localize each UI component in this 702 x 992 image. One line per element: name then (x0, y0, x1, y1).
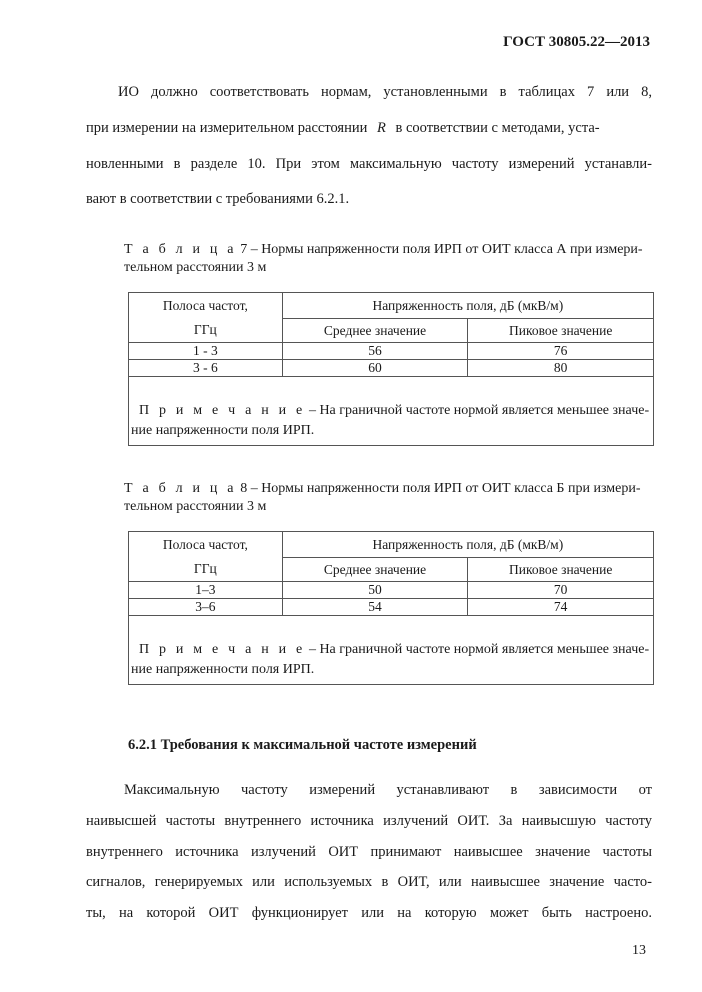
note-prefix: П р и м е ч а н и е (139, 642, 306, 657)
cell-peak: 74 (468, 599, 654, 616)
table-row (129, 343, 654, 360)
paragraph-line: Максимальную частоту измерений устанавливают в зависимости от (124, 782, 652, 798)
paragraph-text: в соответствии с методами, уста- (395, 120, 600, 136)
cell-average: 56 (282, 343, 468, 360)
header-band (129, 532, 283, 582)
caption-text: 8 – Нормы напряженности поля ИРП от ОИТ класса Б при измери- (240, 481, 641, 496)
table-note (129, 616, 654, 685)
section-heading: 6.2.1 Требования к максимальной частоте измерений (128, 737, 477, 753)
header-band-line1: Полоса частот, (162, 297, 248, 313)
caption-prefix: Т а б л и ц а (124, 481, 237, 496)
note-prefix: П р и м е ч а н и е (139, 403, 306, 418)
cell-peak: 80 (468, 360, 654, 377)
note-text: – На граничной частоте нормой является меньшее значе- (308, 403, 650, 418)
note-line1 (131, 401, 651, 421)
document-header: ГОСТ 30805.22—2013 (503, 34, 650, 50)
cell-band: 1–3 (129, 582, 283, 599)
header-band-line2: ГГц (193, 560, 217, 576)
header-strength: Напряженность поля, дБ (мкВ/м) (282, 293, 653, 319)
header-peak: Пиковое значение (468, 319, 654, 343)
header-average: Среднее значение (282, 558, 468, 582)
cell-average: 54 (282, 599, 468, 616)
distance-symbol: R (377, 120, 386, 136)
caption-text: 7 – Нормы напряженности поля ИРП от ОИТ класса А при измери- (240, 242, 643, 257)
table8-caption-line2: тельном расстоянии 3 м (124, 499, 267, 514)
caption-prefix: Т а б л и ц а (124, 242, 237, 257)
header-band-line1: Полоса частот, (162, 536, 248, 552)
paragraph-line: наивысшей частоты внутреннего источника излучений ОИТ. За наивысшую частоту (86, 813, 652, 829)
paragraph-line: внутреннего источника излучений ОИТ принимают наивысшее значение частоты (86, 844, 652, 860)
paragraph-line: сигналов, генерируемых или используемых в ОИТ, или наивысшее значение часто- (86, 874, 652, 890)
cell-peak: 76 (468, 343, 654, 360)
note-line1 (131, 640, 651, 660)
note-text: – На граничной частоте нормой является меньшее значе- (308, 642, 650, 657)
page-number: 13 (632, 943, 646, 958)
cell-average: 60 (282, 360, 468, 377)
paragraph-line (86, 120, 652, 137)
cell-band: 1 - 3 (129, 343, 283, 360)
table-row (129, 599, 654, 616)
paragraph-line: вают в соответствии с требованиями 6.2.1. (86, 191, 350, 207)
header-average: Среднее значение (282, 319, 468, 343)
paragraph-line: ИО должно соответствовать нормам, установленными в таблицах 7 или 8, (118, 84, 652, 100)
cell-average: 50 (282, 582, 468, 599)
cell-peak: 70 (468, 582, 654, 599)
note-line2: ние напряженности поля ИРП. (131, 423, 315, 438)
table7-caption-line2: тельном расстоянии 3 м (124, 260, 267, 275)
table-row (129, 582, 654, 599)
table-row (129, 360, 654, 377)
paragraph-line: ты, на которой ОИТ функционирует или на которую может быть настроено. (86, 905, 652, 921)
header-band-line2: ГГц (193, 321, 217, 337)
table-8 (128, 531, 654, 685)
table-note (129, 377, 654, 446)
note-line2: ние напряженности поля ИРП. (131, 662, 315, 677)
cell-band: 3–6 (129, 599, 283, 616)
header-peak: Пиковое значение (468, 558, 654, 582)
header-band (129, 293, 283, 343)
cell-band: 3 - 6 (129, 360, 283, 377)
table7-caption (124, 242, 652, 258)
paragraph-line: новленными в разделе 10. При этом максимальную частоту измерений устанавли- (86, 156, 652, 172)
header-strength: Напряженность поля, дБ (мкВ/м) (282, 532, 653, 558)
table-7 (128, 292, 654, 446)
table8-caption (124, 481, 652, 497)
paragraph-text: при измерении на измерительном расстоянии (86, 120, 368, 136)
